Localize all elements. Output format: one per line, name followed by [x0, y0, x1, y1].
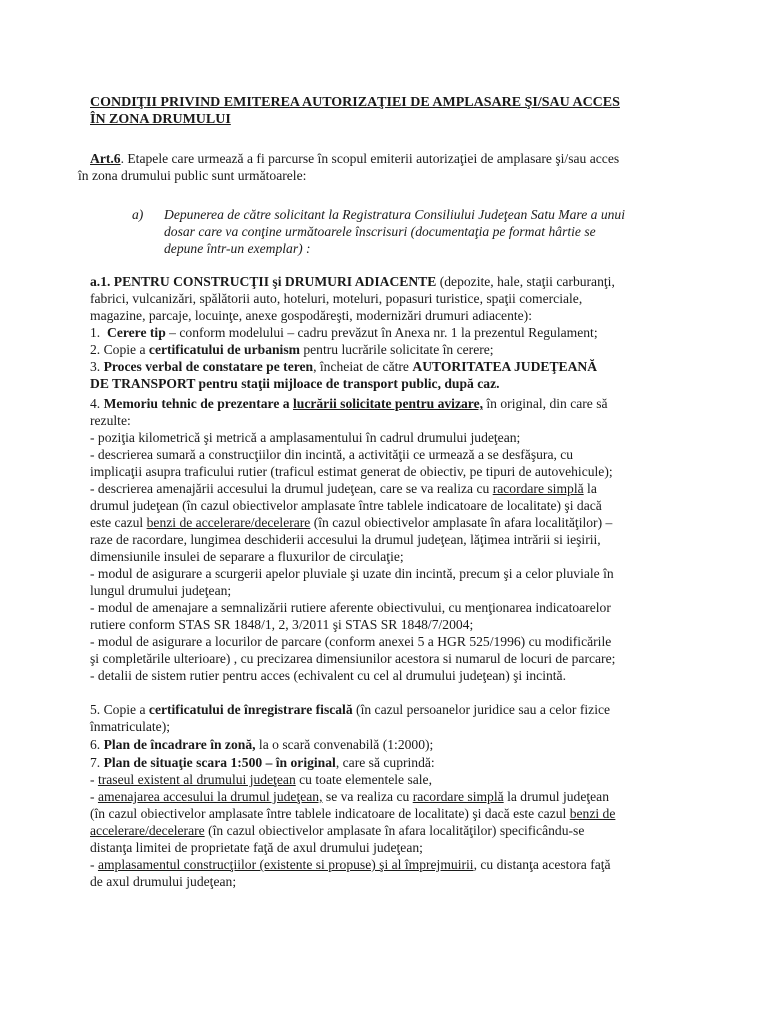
item-7-bullet-3: - amplasamentul construcţiilor (existente si propuse) şi al împrejmuirii, cu distanţa acestora faţă [90, 857, 611, 872]
item-5-text: (în cazul persoanelor juridice sau a celor fizice [352, 702, 611, 717]
item-3-line-2: DE TRANSPORT pentru staţii mijloace de transport public, după caz. [90, 376, 500, 391]
art6-paragraph [90, 150, 680, 167]
item-4-bullet-6a: - modul de asigurare a locurilor de parcare (conform anexei 5 a HGR 525/1996) cu modificările [90, 634, 612, 649]
item-4-bullet-7: - detalii de sistem rutier pentru acces (echivalent cu cel al drumului judeţean) şi incintă. [90, 668, 566, 683]
item-5-title: certificatului de înregistrare fiscală [148, 702, 353, 717]
a1-heading-rest: (depozite, hale, staţii carburanţi, [436, 274, 615, 289]
item-4-bullet-3a: - descrierea amenajării accesului la drumul judeţean, care se va realiza cu racordare simplă la [90, 481, 597, 496]
item-4-bullet-3d: raze de racordare, lungimea deschiderii accesului la drumul judeţean, lăţimea intrării si ieşirii, [90, 532, 601, 547]
item-a-line-2: dosar care va conţine următoarele înscrisuri (documentaţia pe format hârtie se [164, 224, 596, 239]
title-line-2: ÎN ZONA DRUMULUI [90, 112, 231, 127]
item-6-title: Plan de încadrare în zonă, [103, 737, 256, 752]
item-1: 1. Cerere tip – conform modelului – cadru prevăzut în Anexa nr. 1 la prezentul Regulament; [90, 325, 598, 340]
item-4-title-underlined: lucrării solicitate pentru avizare, [292, 396, 483, 411]
a1-heading: a.1. PENTRU CONSTRUCŢII şi DRUMURI ADIACENTE [90, 274, 437, 289]
item-a-line-3: depune într-un exemplar) : [164, 241, 311, 256]
item-3: 3. Proces verbal de constatare pe teren, încheiat de către AUTORITATEA JUDEŢEANĂ [90, 359, 598, 374]
item-7-title: Plan de situaţie scara 1:500 – în original [103, 755, 336, 770]
list-items-1-3 [90, 324, 680, 392]
item-3-text: , încheiat de către [313, 359, 413, 374]
a1-line-3: magazine, parcaje, locuinţe, anexe gospodăreşti, modernizări drumuri adiacente): [90, 308, 532, 323]
art6-text-1: . Etapele care urmează a fi parcurse în scopul emiterii autorizaţiei de amplasare şi/sau acces [120, 151, 620, 166]
art6-label: Art.6 [90, 151, 121, 166]
item-4-bullet-3b: drumul judeţean (în cazul obiectivelor amplasate între tablele indicatoare de localitate) şi dacă [90, 498, 602, 513]
item-6: 6. Plan de încadrare în zonă, la o scară convenabilă (1:2000); [90, 737, 434, 752]
item-2: 2. Copie a certificatului de urbanism pentru lucrările solicitate în cerere; [90, 342, 494, 357]
item-4-bullet-2a: - descrierea sumară a construcţiilor din incintă, a activităţii ce urmează a se desfăşura, cu [90, 447, 574, 462]
item-4-bullet-6b: şi completările ulterioare) , cu precizarea dimensiunilor acestora si numarul de locuri de parcare; [90, 651, 616, 666]
document-title [90, 94, 680, 128]
item-5-line-2: înmatriculate); [90, 719, 171, 734]
art6-line-2: în zona drumului public sunt următoarele: [78, 168, 307, 183]
item-4-bullet-1: - poziţia kilometrică şi metrică a amplasamentului în cadrul drumului judeţean; [90, 430, 521, 445]
item-4-bullet-3e: dimensiunile insulei de separare a fluxurilor de circulaţie; [90, 549, 404, 564]
item-4-text: în original, din care să [483, 396, 608, 411]
item-4-bullet-2b: implicaţii asupra traficului rutier (traficul estimat generat de obiectiv, pe tipuri de autovehicule); [90, 464, 613, 479]
item-a-line-1: Depunerea de către solicitant la Registratura Consiliului Judeţean Satu Mare a unui [164, 207, 625, 222]
item-7-text: , care să cuprindă: [335, 755, 435, 770]
item-7-bullet-2d: distanţa limitei de proprietate faţă de axul drumului judeţean; [90, 840, 423, 855]
item-3-title: Proces verbal de constatare pe teren [103, 359, 314, 374]
item-a-marker: a) [132, 207, 144, 222]
item-4-bullet-5b: rutiere conform STAS SR 1848/1, 2, 3/2011 şi STAS SR 1848/7/2004; [90, 617, 474, 632]
item-a-text [164, 206, 680, 257]
item-2-title: certificatului de urbanism [148, 342, 300, 357]
item-7-bullet-2b: (în cazul obiectivelor amplasate între tablele indicatoare de localitate) şi dacă este cazul benzi de [90, 806, 616, 821]
item-7-bullet-2: - amenajarea accesului la drumul judeţean, se va realiza cu racordare simplă la drumul judeţean [90, 789, 609, 804]
item-7-bullet-1: - traseul existent al drumului judeţean cu toate elementele sale, [90, 772, 432, 787]
item-4-line-2: rezulte: [90, 413, 131, 428]
item-4-bullet-3c: este cazul benzi de accelerare/decelerare (în cazul obiectivelor amplasate în afara localităţilor) – [90, 515, 613, 530]
item-1-title: Cerere tip [107, 325, 166, 340]
item-4-bullet-4b: lungul drumului judeţean; [90, 583, 232, 598]
section-a1 [90, 273, 680, 324]
item-4: 4. Memoriu tehnic de prezentare a lucrării solicitate pentru avizare, în original, din care să rezulte: - poziţia kilometrică şi metrică a amplasamentului în cadrul drumului judeţean; - descrierea sumară a construcţiilor din incintă, a activităţii ce urmează a se desfăşura, cu implicaţii asupra traficului rutier (traficul estimat generat de obiectiv, pe tipuri de autovehicule); - descrierea amenajării accesului la drumul judeţean, care se va realiza cu racordare simplă la drumul judeţean (în cazul obiectivelor amplasate între tablele indicatoare de localitate) şi dacă este cazul benzi de accelerare/decelerare (în cazul obiectivelor amplasate în afara localităţilor) – raze de racordare, lungimea deschiderii accesului la drumul judeţean, lăţimea intrării si ieşirii, dimensiunile insulei de separare a fluxurilor de circulaţie; - modul de asigurare a scurgerii apelor pluviale şi uzate din incintă, precum şi a celor pluviale în lungul drumului judeţean; - modul de amenajare a semnalizării rutiere aferente obiectivului, cu menţionarea indicatoarelor rutiere conform STAS SR 1848/1, 2, 3/2011 şi STAS SR 1848/7/2004; - modul de asigurare a locurilor de parcare (conform anexei 5 a HGR 525/1996) cu modificările şi completările ulterioare) , cu precizarea dimensiunilor acestora si numarul de locuri de parcare; - detalii de sistem rutier pentru acces (echivalent cu cel al drumului judeţean) şi incintă. [90, 395, 680, 684]
item-4-bullet-4a: - modul de asigurare a scurgerii apelor pluviale şi uzate din incintă, precum şi a celor pluviale în [90, 566, 614, 581]
item-4-title: Memoriu tehnic de prezentare a [103, 396, 293, 411]
item-7-bullet-3b: de axul drumului judeţean; [90, 874, 237, 889]
a1-line-2: fabrici, vulcanizări, spălătorii auto, hoteluri, moteluri, popasuri turistice, spaţii comerciale, [90, 291, 583, 306]
item-2-text: pentru lucrările solicitate în cerere; [299, 342, 494, 357]
item-6-text: la o scară convenabilă (1:2000); [255, 737, 434, 752]
item-3-authority: AUTORITATEA JUDEŢEANĂ [412, 359, 598, 374]
title-line-1: CONDIŢII PRIVIND EMITEREA AUTORIZAŢIEI DE AMPLASARE ŞI/SAU ACCES [90, 95, 620, 110]
item-5: 5. Copie a certificatului de înregistrare fiscală (în cazul persoanelor juridice sau a celor fizice înmatriculate); [90, 701, 680, 735]
item-7-bullet-2c: accelerare/decelerare (în cazul obiectivelor amplasate în afara localităţilor) specificându-se [90, 823, 585, 838]
item-1-text: – conform modelului – cadru prevăzut în Anexa nr. 1 la prezentul Regulament; [165, 325, 598, 340]
item-4-bullet-5a: - modul de amenajare a semnalizării rutiere aferente obiectivului, cu menţionarea indicatoarelor [90, 600, 611, 615]
item-7: 7. Plan de situaţie scara 1:500 – în original, care să cuprindă: - traseul existent al drumului judeţean cu toate elementele sale, - amenajarea accesului la drumul judeţean, se va realiza cu racordare simplă la drumul judeţean (în cazul obiectivelor amplasate între tablele indicatoare de localitate) şi dacă este cazul benzi de accelerare/decelerare (în cazul obiectivelor amplasate în afara localităţilor) specificându-se distanţa limitei de proprietate faţă de axul drumului judeţean; - amplasamentul construcţiilor (existente si propuse) şi al împrejmuirii, cu distanţa acestora faţă de axul drumului judeţean; [90, 754, 680, 890]
